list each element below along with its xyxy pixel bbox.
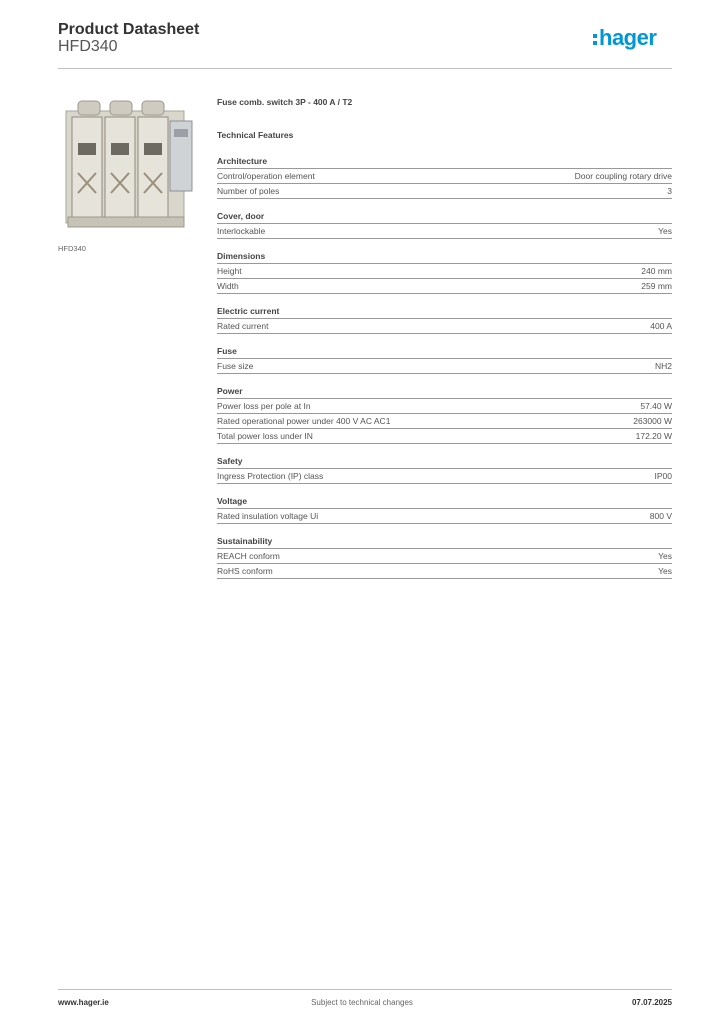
feature-group: [217, 156, 672, 199]
feature-value: 57.40 W: [640, 401, 672, 411]
feature-label: Ingress Protection (IP) class: [217, 471, 324, 481]
image-caption: HFD340: [58, 244, 86, 253]
feature-group: [217, 346, 672, 374]
hager-logo: [593, 27, 656, 49]
group-title: Power: [217, 386, 672, 399]
feature-row: [217, 429, 672, 444]
feature-row: [217, 279, 672, 294]
footer-date: 07.07.2025: [631, 998, 672, 1007]
feature-label: Total power loss under IN: [217, 431, 313, 441]
group-title: Voltage: [217, 496, 672, 509]
feature-label: REACH conform: [217, 551, 280, 561]
group-title: Electric current: [217, 306, 672, 319]
feature-row: [217, 359, 672, 374]
group-title: Architecture: [217, 156, 672, 169]
feature-row: [217, 264, 672, 279]
feature-group: [217, 536, 672, 579]
feature-label: Width: [217, 281, 239, 291]
feature-label: RoHS conform: [217, 566, 273, 576]
feature-row: [217, 414, 672, 429]
group-title: Safety: [217, 456, 672, 469]
feature-label: Number of poles: [217, 186, 280, 196]
page-title: Product Datasheet: [58, 21, 200, 38]
feature-value: 400 A: [650, 321, 672, 331]
feature-row: [217, 399, 672, 414]
feature-group: [217, 251, 672, 294]
feature-value: Yes: [658, 226, 672, 236]
header-divider: [58, 68, 672, 69]
feature-value: 172.20 W: [635, 431, 672, 441]
product-image: [58, 93, 198, 238]
technical-content: [217, 97, 672, 579]
feature-label: Rated insulation voltage Ui: [217, 511, 319, 521]
footer-notice: Subject to technical changes: [311, 998, 413, 1007]
group-title: Dimensions: [217, 251, 672, 264]
feature-groups: [217, 156, 672, 579]
group-title: Cover, door: [217, 211, 672, 224]
feature-value: 3: [667, 186, 672, 196]
logo-wordmark: hager: [599, 25, 657, 50]
feature-row: [217, 184, 672, 199]
logo-dots-icon: [593, 34, 597, 45]
feature-label: Rated current: [217, 321, 269, 331]
feature-label: Control/operation element: [217, 171, 315, 181]
feature-value: 259 mm: [641, 281, 672, 291]
footer-website[interactable]: www.hager.ie: [58, 998, 109, 1007]
group-title: Fuse: [217, 346, 672, 359]
feature-group: [217, 211, 672, 239]
feature-value: Door coupling rotary drive: [574, 171, 672, 181]
feature-label: Interlockable: [217, 226, 266, 236]
feature-row: [217, 469, 672, 484]
feature-label: Power loss per pole at In: [217, 401, 311, 411]
group-title: Sustainability: [217, 536, 672, 549]
feature-value: 800 V: [649, 511, 672, 521]
feature-value: Yes: [658, 566, 672, 576]
feature-label: Height: [217, 266, 242, 276]
feature-group: [217, 386, 672, 444]
feature-row: [217, 564, 672, 579]
feature-value: IP00: [654, 471, 672, 481]
feature-value: NH2: [654, 361, 672, 371]
feature-value: 240 mm: [641, 266, 672, 276]
feature-group: [217, 306, 672, 334]
feature-value: 263000 W: [633, 416, 672, 426]
feature-value: Yes: [658, 551, 672, 561]
feature-row: [217, 169, 672, 184]
footer-divider: [58, 989, 672, 990]
feature-row: [217, 319, 672, 334]
product-code: HFD340: [58, 38, 118, 55]
feature-row: [217, 224, 672, 239]
technical-features-title: Technical Features: [217, 130, 294, 140]
product-name: Fuse comb. switch 3P - 400 A / T2: [217, 97, 353, 107]
feature-label: Fuse size: [217, 361, 254, 371]
feature-row: [217, 549, 672, 564]
feature-label: Rated operational power under 400 V AC AC1: [217, 416, 391, 426]
feature-group: [217, 456, 672, 484]
feature-group: [217, 496, 672, 524]
feature-row: [217, 509, 672, 524]
